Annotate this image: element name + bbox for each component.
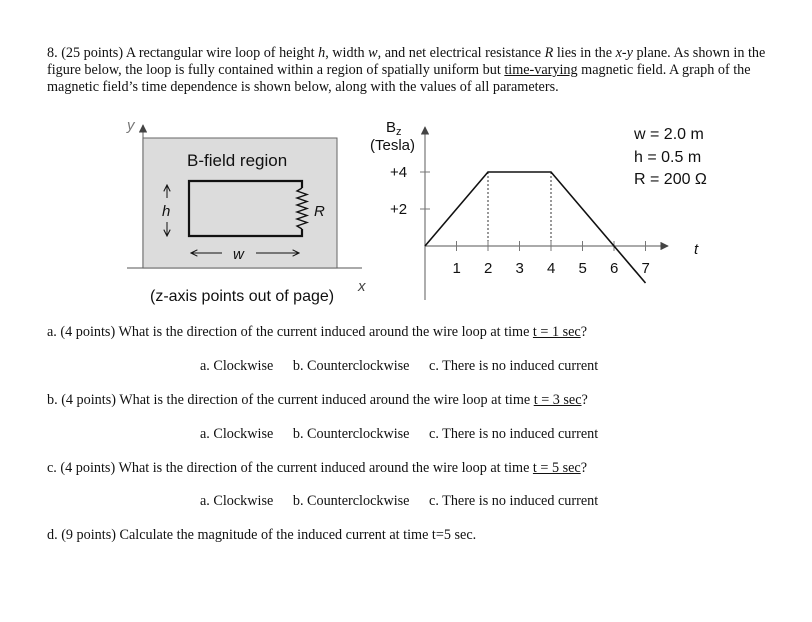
intro-text: , width [325, 45, 365, 61]
problem-points: (25 points) [61, 45, 124, 61]
question-time: t = 3 sec [533, 392, 582, 408]
h-label: h [162, 203, 171, 220]
graph-x-axis-label: t [694, 241, 699, 258]
question-d [47, 527, 476, 544]
x-tick-label: 4 [547, 260, 556, 277]
problem-number: 8. [47, 45, 58, 61]
r-symbol: R [544, 45, 554, 61]
parameters [634, 124, 707, 192]
question-text: d. (9 points) Calculate the magnitude of the induced current at time t=5 sec. [47, 527, 477, 543]
w-symbol: w [368, 45, 378, 61]
choices-b [200, 426, 614, 443]
question-time: t = 5 sec [532, 460, 581, 476]
x-tick-label: 3 [515, 260, 524, 277]
question-suffix: ? [580, 324, 588, 340]
question-text: c. (4 points) What is the direction of the current induced around the wire loop at time [47, 460, 530, 476]
choices-c [200, 493, 614, 510]
h-symbol: h [318, 45, 326, 61]
z-axis-note: (z-axis points out of page) [150, 288, 335, 305]
question-suffix: ? [581, 392, 588, 408]
y-tick-label: +4 [390, 164, 408, 181]
param-h: h = 0.5 m [634, 148, 702, 166]
choice-no-current[interactable]: c. There is no induced current [429, 426, 599, 442]
intro-text: lies in the [556, 45, 613, 61]
question-c [47, 460, 587, 477]
choices-a [200, 358, 614, 375]
intro-text: magnetic field. A graph of the magnetic field’s time dependence is shown below, along with the values of all parameters. [47, 62, 751, 96]
x-tick-label: 6 [610, 260, 619, 277]
param-w: w = 2.0 m [634, 126, 704, 143]
graph-y-title: $B_z$ [386, 119, 402, 138]
x-tick-label: 2 [484, 260, 493, 277]
x-axis-label: x [358, 278, 366, 295]
question-text: a. (4 points) What is the direction of the current induced around the wire loop at time [47, 324, 530, 340]
question-suffix: ? [580, 460, 588, 476]
y-tick-label: +2 [390, 201, 408, 218]
y-axis-label: y [127, 117, 135, 134]
region-label: B-field region [187, 151, 288, 170]
question-text: b. (4 points) What is the direction of the current induced around the wire loop at time [47, 392, 531, 408]
intro-text: , and net electrical resistance [377, 45, 542, 61]
time-varying-text: time-varying [504, 62, 578, 79]
w-label: w [233, 246, 244, 263]
graph-y-unit: (Tesla) [370, 137, 416, 154]
intro-text: A rectangular wire loop of height [125, 45, 315, 61]
choice-clockwise[interactable]: a. Clockwise [200, 426, 274, 442]
choice-no-current[interactable]: c. There is no induced current [429, 358, 599, 374]
choice-no-current[interactable]: c. There is no induced current [429, 493, 599, 509]
choice-clockwise[interactable]: a. Clockwise [200, 493, 274, 509]
x-tick-label: 1 [452, 260, 461, 277]
choice-clockwise[interactable]: a. Clockwise [200, 358, 274, 374]
graph-marks [390, 164, 650, 283]
question-time: t = 1 sec [532, 324, 581, 340]
choice-counterclockwise[interactable]: b. Counterclockwise [292, 358, 410, 374]
resistor-label: R [314, 203, 325, 220]
question-b [47, 392, 588, 409]
choice-counterclockwise[interactable]: b. Counterclockwise [292, 493, 410, 509]
x-tick-label: 5 [578, 260, 587, 277]
choice-counterclockwise[interactable]: b. Counterclockwise [292, 426, 410, 442]
x-tick-label: 7 [641, 260, 650, 277]
xy-symbol: x-y [615, 45, 633, 61]
question-a [47, 324, 587, 341]
param-r: R = 200 Ω [634, 171, 707, 188]
intro-text: plane. As shown in the figure below, the loop is fully contained within a region of spatially uniform but [47, 45, 766, 79]
